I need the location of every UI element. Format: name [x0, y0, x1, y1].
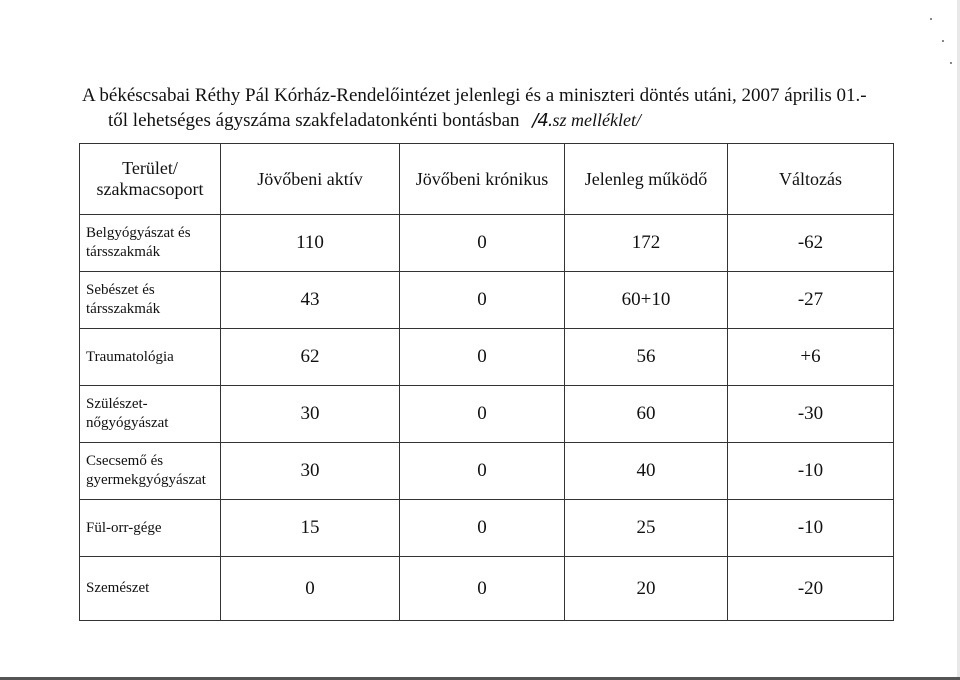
appendix-text: sz melléklet/: [552, 110, 641, 130]
row-label: Sebészet és társszakmák: [80, 272, 221, 329]
cell-change: -20: [728, 557, 894, 621]
cell-chronic: 0: [400, 443, 565, 500]
cell-chronic: 0: [400, 386, 565, 443]
cell-current: 20: [565, 557, 728, 621]
cell-active: 0: [221, 557, 400, 621]
cell-change: -30: [728, 386, 894, 443]
row-label: Belgyógyászat és társszakmák: [80, 215, 221, 272]
header-area: Terület/ szakmacsoport: [80, 144, 221, 215]
title-line-2-text: től lehetséges ágyszáma szakfeladatonkénti bontásban: [108, 110, 520, 131]
cell-current: 40: [565, 443, 728, 500]
scan-speck: [930, 18, 932, 20]
row-label: Szülészet-nőgyógyászat: [80, 386, 221, 443]
row-label: Csecsemő és gyermekgyógyászat: [80, 443, 221, 500]
cell-change: +6: [728, 329, 894, 386]
cell-chronic: 0: [400, 329, 565, 386]
cell-chronic: 0: [400, 215, 565, 272]
cell-current: 56: [565, 329, 728, 386]
table-row: [80, 443, 894, 500]
cell-active: 30: [221, 386, 400, 443]
cell-current: 25: [565, 500, 728, 557]
handwritten-number: /4.: [532, 110, 553, 131]
appendix-annotation: [532, 110, 641, 130]
cell-current: 60: [565, 386, 728, 443]
scan-speck: [950, 62, 952, 64]
bed-count-table: [79, 143, 894, 621]
header-change: Változás: [728, 144, 894, 215]
table-row: [80, 557, 894, 621]
table-row: [80, 272, 894, 329]
cell-active: 43: [221, 272, 400, 329]
table-row: [80, 215, 894, 272]
cell-active: 30: [221, 443, 400, 500]
scan-speck: [942, 40, 944, 42]
row-label: Fül-orr-gége: [80, 500, 221, 557]
cell-current: 172: [565, 215, 728, 272]
cell-current: 60+10: [565, 272, 728, 329]
cell-change: -10: [728, 500, 894, 557]
cell-chronic: 0: [400, 272, 565, 329]
cell-change: -10: [728, 443, 894, 500]
cell-active: 15: [221, 500, 400, 557]
header-currently-operating: Jelenleg működő: [565, 144, 728, 215]
row-label: Traumatológia: [80, 329, 221, 386]
header-future-chronic: Jövőbeni krónikus: [400, 144, 565, 215]
title-line-1: A békéscsabai Réthy Pál Kórház-Rendelőintézet jelenlegi és a miniszteri döntés utáni, 2007 április 01.-: [82, 85, 867, 106]
table-header-row: [80, 144, 894, 215]
cell-active: 110: [221, 215, 400, 272]
cell-chronic: 0: [400, 500, 565, 557]
cell-change: -27: [728, 272, 894, 329]
cell-active: 62: [221, 329, 400, 386]
document-title: [82, 84, 902, 133]
table-row: [80, 329, 894, 386]
cell-chronic: 0: [400, 557, 565, 621]
header-future-active: Jövőbeni aktív: [221, 144, 400, 215]
cell-change: -62: [728, 215, 894, 272]
table-row: [80, 500, 894, 557]
table-row: [80, 386, 894, 443]
row-label: Szemészet: [80, 557, 221, 621]
title-line-2: [82, 108, 902, 133]
